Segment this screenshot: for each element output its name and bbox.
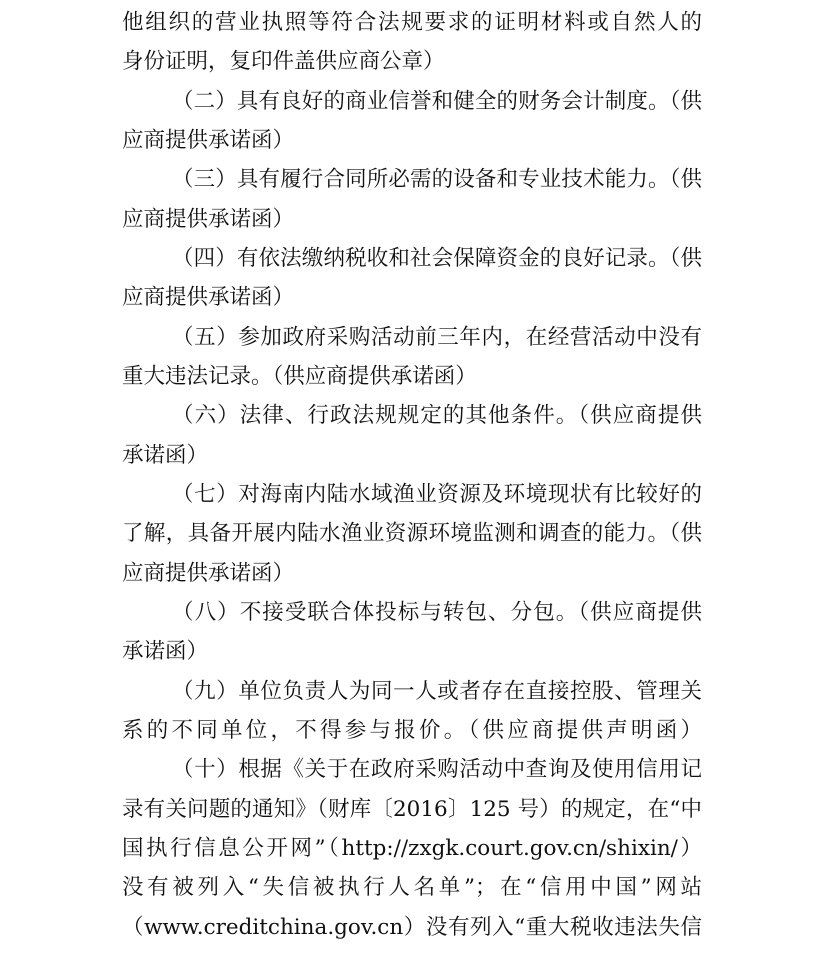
text-line: 应商提供承诺函）: [122, 128, 295, 153]
text-line: 承诺函）: [122, 639, 209, 664]
text-line: （七）对海南内陆水域渔业资源及环境现状有比较好的: [172, 482, 702, 507]
text-line: （八）不接受联合体投标与转包、分包。（供应商提供: [172, 600, 702, 625]
text-line: 身份证明，复印件盖供应商公章）: [122, 49, 445, 74]
text-line: 承诺函）: [122, 443, 209, 468]
text-line: 应商提供承诺函）: [122, 207, 295, 232]
text-line: 重大违法记录。（供应商提供承诺函）: [122, 364, 477, 389]
text-line: 没有被列入“失信被执行人名单”；在“信用中国”网站: [122, 875, 702, 900]
text-line: 应商提供承诺函）: [122, 561, 295, 586]
text-line: （六）法律、行政法规规定的其他条件。（供应商提供: [172, 403, 702, 428]
text-line: 录有关问题的通知》（财库〔2016〕125 号）的规定，在“中: [122, 797, 702, 822]
text-line: （www.creditchina.gov.cn）没有列入“重大税收违法失信: [122, 915, 702, 940]
text-line: （二）具有良好的商业信誉和健全的财务会计制度。（供: [172, 89, 702, 114]
text-line: 国执行信息公开网”（http://zxgk.court.gov.cn/shixin/）: [122, 836, 702, 861]
text-line: （三）具有履行合同所必需的设备和专业技术能力。（供: [172, 167, 702, 192]
text-line: （十）根据《关于在政府采购活动中查询及使用信用记: [172, 757, 702, 782]
text-line: 了解，具备开展内陆水渔业资源环境监测和调查的能力。（供: [122, 521, 702, 546]
text-line: 应商提供承诺函）: [122, 285, 295, 310]
text-line: 他组织的营业执照等符合法规要求的证明材料或自然人的: [122, 10, 702, 35]
text-line: （九）单位负责人为同一人或者存在直接控股、管理关: [172, 679, 702, 704]
text-line: （五）参加政府采购活动前三年内，在经营活动中没有: [172, 325, 702, 350]
text-line: （四）有依法缴纳税收和社会保障资金的良好记录。（供: [172, 246, 702, 271]
text-line: 系的不同单位，不得参与报价。（供应商提供声明函）: [122, 718, 702, 743]
